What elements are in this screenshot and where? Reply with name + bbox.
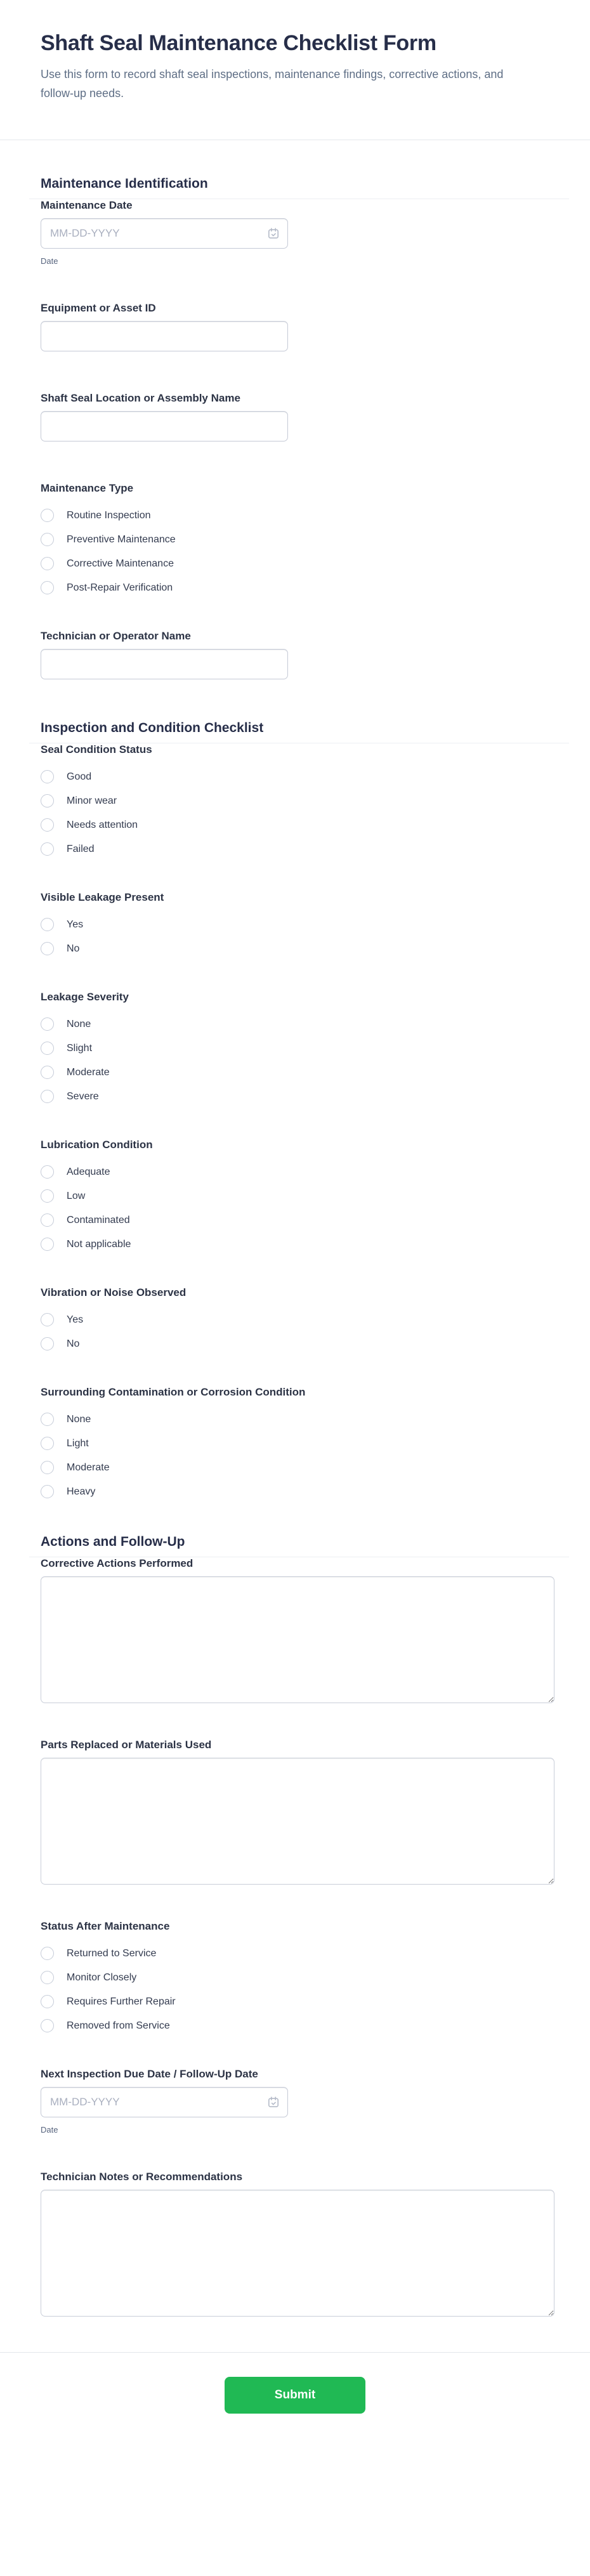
radio-circle-icon — [41, 1066, 54, 1079]
radio-circle-icon — [41, 1189, 54, 1203]
equipment-or-asset-id-input[interactable] — [41, 321, 288, 351]
radio-circle-icon — [41, 1971, 54, 1984]
radio-group-lubrication-condition — [41, 1165, 554, 1251]
submit-button[interactable]: Submit — [225, 2377, 365, 2414]
date-sublabel: Date — [41, 256, 58, 266]
field-equipment-or-asset-id — [41, 302, 554, 351]
radio-option-label: Monitor Closely — [67, 1972, 137, 1983]
radio-option-adequate[interactable] — [41, 1165, 554, 1179]
radio-option-not-applicable[interactable] — [41, 1238, 554, 1251]
question-label: Next Inspection Due Date / Follow-Up Date — [41, 2068, 258, 2080]
radio-circle-icon — [41, 842, 54, 856]
field-visible-leakage-present — [41, 891, 554, 955]
radio-circle-icon — [41, 1213, 54, 1227]
radio-group-surrounding-contamination-or-corrosion-condition — [41, 1413, 554, 1498]
radio-option-label: Corrective Maintenance — [67, 558, 174, 569]
radio-group-status-after-maintenance — [41, 1947, 554, 2032]
form-body — [0, 176, 590, 2317]
section-heading: Maintenance Identification — [41, 176, 208, 191]
radio-option-label: None — [67, 1019, 91, 1030]
maintenance-date-input[interactable] — [41, 218, 288, 249]
radio-group-leakage-severity — [41, 1017, 554, 1103]
radio-circle-icon — [41, 1947, 54, 1960]
submit-area — [0, 2353, 590, 2445]
question-label: Leakage Severity — [41, 991, 129, 1003]
radio-option-label: Slight — [67, 1043, 93, 1054]
question-label: Seal Condition Status — [41, 743, 152, 755]
radio-circle-icon — [41, 1485, 54, 1498]
radio-option-requires-further-repair[interactable] — [41, 1995, 554, 2008]
radio-option-label: Routine Inspection — [67, 510, 151, 521]
radio-option-none[interactable] — [41, 1017, 554, 1031]
radio-option-label: Heavy — [67, 1486, 96, 1497]
question-label: Lubrication Condition — [41, 1139, 153, 1151]
radio-option-label: Not applicable — [67, 1239, 131, 1250]
radio-option-none[interactable] — [41, 1413, 554, 1426]
radio-option-label: Adequate — [67, 1167, 110, 1177]
field-maintenance-date — [41, 199, 554, 266]
question-label: Surrounding Contamination or Corrosion Condition — [41, 1386, 306, 1398]
question-label: Parts Replaced or Materials Used — [41, 1739, 212, 1751]
section-inspection-and-condition-checklist — [41, 720, 554, 1498]
radio-option-yes[interactable] — [41, 1313, 554, 1326]
parts-replaced-or-materials-used-textarea[interactable] — [41, 1758, 554, 1885]
radio-circle-icon — [41, 794, 54, 807]
form-title: Shaft Seal Maintenance Checklist Form — [41, 31, 436, 55]
question-label: Technician Notes or Recommendations — [41, 2171, 243, 2183]
field-technician-or-operator-name — [41, 630, 554, 679]
field-next-inspection-due-date-follow-up-date — [41, 2068, 554, 2135]
radio-option-moderate[interactable] — [41, 1066, 554, 1079]
radio-option-light[interactable] — [41, 1437, 554, 1450]
corrective-actions-performed-textarea[interactable] — [41, 1576, 554, 1703]
field-vibration-or-noise-observed — [41, 1286, 554, 1350]
field-leakage-severity — [41, 991, 554, 1103]
radio-option-low[interactable] — [41, 1189, 554, 1203]
radio-option-label: Returned to Service — [67, 1948, 157, 1959]
radio-option-label: Needs attention — [67, 820, 138, 830]
radio-option-routine-inspection[interactable] — [41, 509, 554, 522]
radio-circle-icon — [41, 1017, 54, 1031]
radio-option-no[interactable] — [41, 942, 554, 955]
radio-circle-icon — [41, 1042, 54, 1055]
radio-option-heavy[interactable] — [41, 1485, 554, 1498]
radio-circle-icon — [41, 770, 54, 783]
section-heading: Inspection and Condition Checklist — [41, 721, 264, 735]
field-corrective-actions-performed — [41, 1557, 554, 1703]
field-shaft-seal-location-or-assembly-name — [41, 392, 554, 441]
radio-option-label: Preventive Maintenance — [67, 534, 176, 545]
field-surrounding-contamination-or-corrosion-condition — [41, 1386, 554, 1498]
radio-circle-icon — [41, 533, 54, 546]
radio-option-no[interactable] — [41, 1337, 554, 1350]
radio-circle-icon — [41, 1165, 54, 1179]
radio-option-label: Yes — [67, 1314, 84, 1325]
form-subtitle: Use this form to record shaft seal inspections, maintenance findings, corrective actions, and follow-up needs. — [41, 68, 504, 100]
section-heading: Actions and Follow-Up — [41, 1534, 185, 1549]
radio-option-preventive-maintenance[interactable] — [41, 533, 554, 546]
radio-option-label: Requires Further Repair — [67, 1996, 176, 2007]
radio-option-yes[interactable] — [41, 918, 554, 931]
radio-option-returned-to-service[interactable] — [41, 1947, 554, 1960]
radio-option-post-repair-verification[interactable] — [41, 581, 554, 594]
date-input-wrap — [41, 218, 288, 249]
field-seal-condition-status — [41, 743, 554, 856]
radio-option-label: Good — [67, 771, 92, 782]
technician-or-operator-name-input[interactable] — [41, 649, 288, 679]
shaft-seal-location-or-assembly-name-input[interactable] — [41, 411, 288, 441]
radio-circle-icon — [41, 1238, 54, 1251]
radio-option-label: Severe — [67, 1091, 99, 1102]
radio-option-slight[interactable] — [41, 1042, 554, 1055]
radio-option-label: Failed — [67, 844, 95, 854]
field-lubrication-condition — [41, 1139, 554, 1251]
radio-option-label: Light — [67, 1438, 89, 1449]
radio-circle-icon — [41, 1413, 54, 1426]
radio-group-seal-condition-status — [41, 770, 554, 856]
date-input-wrap — [41, 2087, 288, 2117]
radio-option-moderate[interactable] — [41, 1461, 554, 1474]
radio-circle-icon — [41, 2019, 54, 2032]
radio-option-removed-from-service[interactable] — [41, 2019, 554, 2032]
technician-notes-or-recommendations-textarea[interactable] — [41, 2190, 554, 2317]
question-label: Equipment or Asset ID — [41, 302, 156, 314]
radio-option-contaminated[interactable] — [41, 1213, 554, 1227]
radio-group-visible-leakage-present — [41, 918, 554, 955]
radio-circle-icon — [41, 1461, 54, 1474]
radio-group-vibration-or-noise-observed — [41, 1313, 554, 1350]
radio-option-needs-attention[interactable] — [41, 818, 554, 832]
next-inspection-due-date-follow-up-date-input[interactable] — [41, 2087, 288, 2117]
question-label: Vibration or Noise Observed — [41, 1286, 187, 1298]
radio-option-good[interactable] — [41, 770, 554, 783]
radio-option-minor-wear[interactable] — [41, 794, 554, 807]
radio-option-label: Contaminated — [67, 1215, 130, 1226]
question-label: Corrective Actions Performed — [41, 1557, 193, 1569]
radio-option-label: Yes — [67, 919, 84, 930]
question-label: Status After Maintenance — [41, 1920, 170, 1932]
radio-circle-icon — [41, 509, 54, 522]
field-status-after-maintenance — [41, 1920, 554, 2032]
radio-circle-icon — [41, 557, 54, 570]
radio-circle-icon — [41, 918, 54, 931]
field-maintenance-type — [41, 482, 554, 594]
form-header — [0, 0, 590, 103]
radio-option-monitor-closely[interactable] — [41, 1971, 554, 1984]
radio-option-label: Removed from Service — [67, 2020, 170, 2031]
question-label: Visible Leakage Present — [41, 891, 164, 903]
radio-circle-icon — [41, 818, 54, 832]
radio-option-label: Low — [67, 1191, 86, 1201]
date-sublabel: Date — [41, 2125, 58, 2135]
field-technician-notes-or-recommendations — [41, 2171, 554, 2317]
radio-option-label: Minor wear — [67, 795, 117, 806]
radio-group-maintenance-type — [41, 509, 554, 594]
radio-option-severe[interactable] — [41, 1090, 554, 1103]
radio-option-label: Moderate — [67, 1067, 110, 1078]
question-label: Technician or Operator Name — [41, 630, 191, 642]
radio-option-corrective-maintenance[interactable] — [41, 557, 554, 570]
radio-circle-icon — [41, 1995, 54, 2008]
radio-option-label: No — [67, 943, 80, 954]
radio-circle-icon — [41, 1313, 54, 1326]
question-label: Shaft Seal Location or Assembly Name — [41, 392, 240, 404]
radio-option-label: No — [67, 1338, 80, 1349]
section-maintenance-identification — [41, 176, 554, 679]
radio-option-label: Moderate — [67, 1462, 110, 1473]
section-actions-and-follow-up — [41, 1534, 554, 2317]
radio-option-label: None — [67, 1414, 91, 1425]
radio-option-failed[interactable] — [41, 842, 554, 856]
radio-circle-icon — [41, 1090, 54, 1103]
radio-circle-icon — [41, 942, 54, 955]
field-parts-replaced-or-materials-used — [41, 1739, 554, 1885]
radio-option-label: Post-Repair Verification — [67, 582, 173, 593]
question-label: Maintenance Date — [41, 199, 133, 211]
radio-circle-icon — [41, 1437, 54, 1450]
radio-circle-icon — [41, 581, 54, 594]
question-label: Maintenance Type — [41, 482, 134, 494]
radio-circle-icon — [41, 1337, 54, 1350]
